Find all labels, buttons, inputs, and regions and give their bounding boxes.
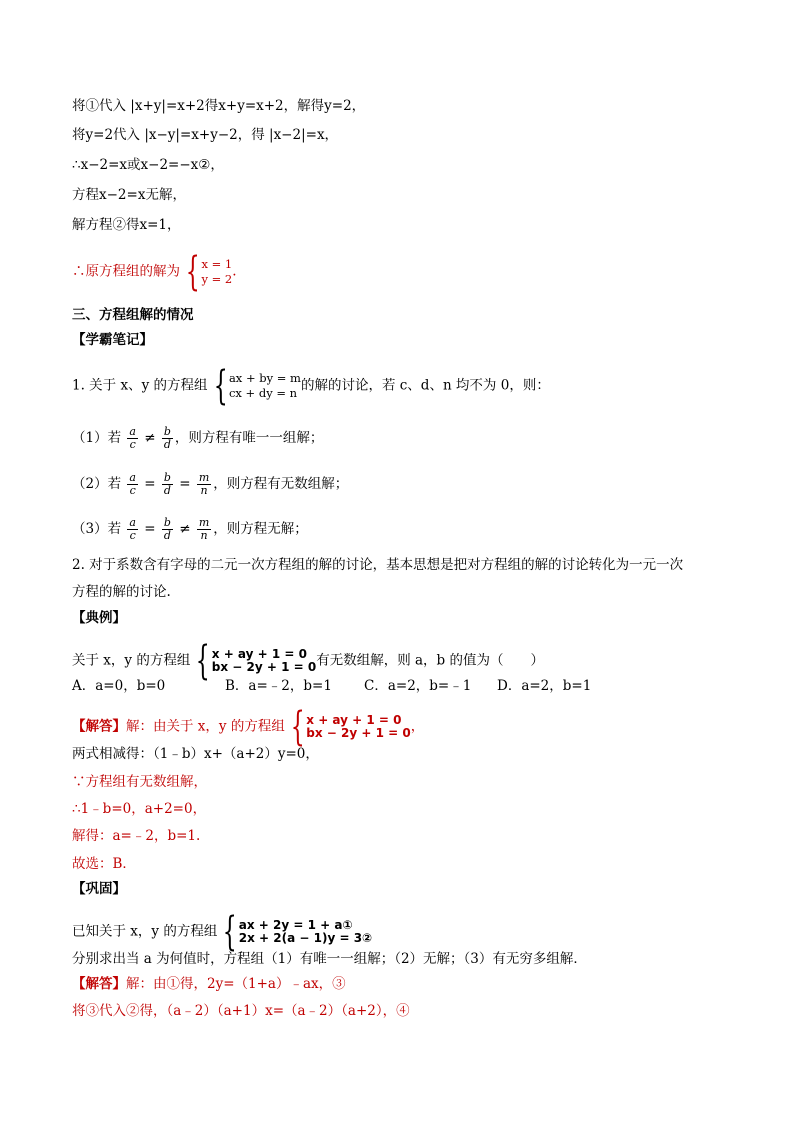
answer-1 [72,704,425,750]
fraction-a-c: $\frac{a}{c}$ [129,516,136,542]
option-a: A．a=0，b=0 [72,678,166,694]
system-row: cx + dy = n [228,386,298,400]
consolidate-question [72,909,373,955]
note-1-prefix: 1. 关于 x、y 的方程组 [72,377,208,394]
consolidate-system: { ax + 2y = 1 + a① 2x + 2(a − 1)y = 3② [223,909,373,955]
solution-line [72,249,237,295]
answer-label: 【解答】 [72,718,126,735]
case-3 [72,517,308,542]
example-prefix: 关于 x，y 的方程组 [72,652,191,669]
case-3-suffix: ，则方程无解； [213,521,308,537]
text-line: 将y=2代入 |x−y|=x+y−2，得 |x−2|=x， [72,127,339,143]
text-line: ∴x−2=x或x−2=−x②， [72,157,224,173]
note-1-suffix: 的解的讨论，若 c、d、n 均不为 0，则： [300,377,550,394]
fraction-m-n: $\frac{m}{n}$ [198,471,210,497]
consolidate-prefix: 已知关于 x，y 的方程组 [72,923,218,940]
solution-prefix: ∴原方程组的解为 [72,263,180,280]
option-d: D．a=2，b=1 [497,678,592,694]
fraction-b-d: $\frac{b}{d}$ [163,471,171,497]
system-row: x = 1 [201,257,233,271]
fraction-b-d: $\frac{b}{d}$ [163,425,171,451]
example-question [72,638,544,684]
neq-sign: ≠ [144,430,156,446]
fraction-a-c: $\frac{a}{c}$ [129,471,136,497]
answer-prefix: 解：由关于 x，y 的方程组 [126,718,285,735]
red-line: ∴1﹣b=0，a+2=0， [72,801,207,817]
solution-system: { x = 1 y = 2 [185,249,233,295]
case-1-prefix: （1）若 [72,430,122,446]
eq-sign: = [144,521,156,537]
note-1-system: { ax + by = m cx + dy = n [213,363,301,409]
neq-sign: ≠ [179,521,191,537]
system-row: 2x + 2(a − 1)y = 3② [238,931,373,945]
case-2 [72,472,348,497]
answer-2 [72,975,346,993]
text-line: 方程x−2=x无解， [72,187,186,203]
eq-sign: = [144,476,156,492]
system-row: bx − 2y + 1 = 0 [211,660,317,674]
case-1-suffix: ，则方程有唯一一组解； [174,430,324,446]
solution-suffix: . [232,263,237,280]
eq-sign: = [179,476,191,492]
red-line: 解得：a=﹣2，b=1. [72,828,201,844]
case-3-prefix: （3）若 [72,521,122,537]
note-2-line-1: 2. 对于系数含有字母的二元一次方程组的解的讨论，基本思想是把对方程组的解的讨论转化为一元一次 [72,557,684,573]
system-row: bx − 2y + 1 = 0 [306,726,411,740]
example-system: { x + ay + 1 = 0 bx − 2y + 1 = 0 [196,638,317,684]
option-b: B．a=﹣2，b=1 [225,678,332,694]
consolidate-title: 【巩固】 [72,881,126,897]
subtract-line: 两式相减得：（1﹣b）x+（a+2）y=0， [72,746,319,762]
note-1 [72,363,550,409]
red-line: 故选：B． [72,856,136,872]
system-row: ax + by = m [228,371,301,385]
note-2-line-2: 方程的解的讨论. [72,584,171,600]
fraction-m-n: $\frac{m}{n}$ [198,516,210,542]
answer-suffix: ， [410,718,425,735]
case-2-suffix: ，则方程有无数组解； [213,476,349,492]
example-suffix: 有无数组解，则 a，b 的值为（ ） [316,652,544,669]
system-row: x + ay + 1 = 0 [211,647,308,661]
notes-title: 【学霸笔记】 [72,332,153,348]
system-row: ax + 2y = 1 + a① [238,918,353,932]
red-line: ∵方程组有无数组解， [72,774,207,790]
system-row: x + ay + 1 = 0 [306,713,402,727]
text-line: 解方程②得x=1， [72,217,181,233]
fraction-b-d: $\frac{b}{d}$ [163,516,171,542]
example-title: 【典例】 [72,610,126,626]
section-title: 三、方程组解的情况 [72,307,194,323]
case-1 [72,426,323,451]
answer-2-text: 解：由①得，2y=（1+a）﹣ax，③ [126,976,346,992]
option-c: C．a=2，b=﹣1 [364,678,472,694]
question-line: 分别求出当 a 为何值时，方程组（1）有唯一一组解；（2）无解；（3）有无穷多组解． [72,951,587,967]
answer-system: { x + ay + 1 = 0 bx − 2y + 1 = 0 [290,704,411,750]
fraction-a-c: $\frac{a}{c}$ [129,425,136,451]
last-line: 将③代入②得，（a﹣2）（a+1）x=（a﹣2）（a+2），④ [72,1003,410,1019]
answer-label: 【解答】 [72,976,126,992]
case-2-prefix: （2）若 [72,476,122,492]
text-line: 将①代入 |x+y|=x+2得x+y=x+2，解得y=2， [72,98,366,114]
system-row: y = 2 [201,272,233,286]
